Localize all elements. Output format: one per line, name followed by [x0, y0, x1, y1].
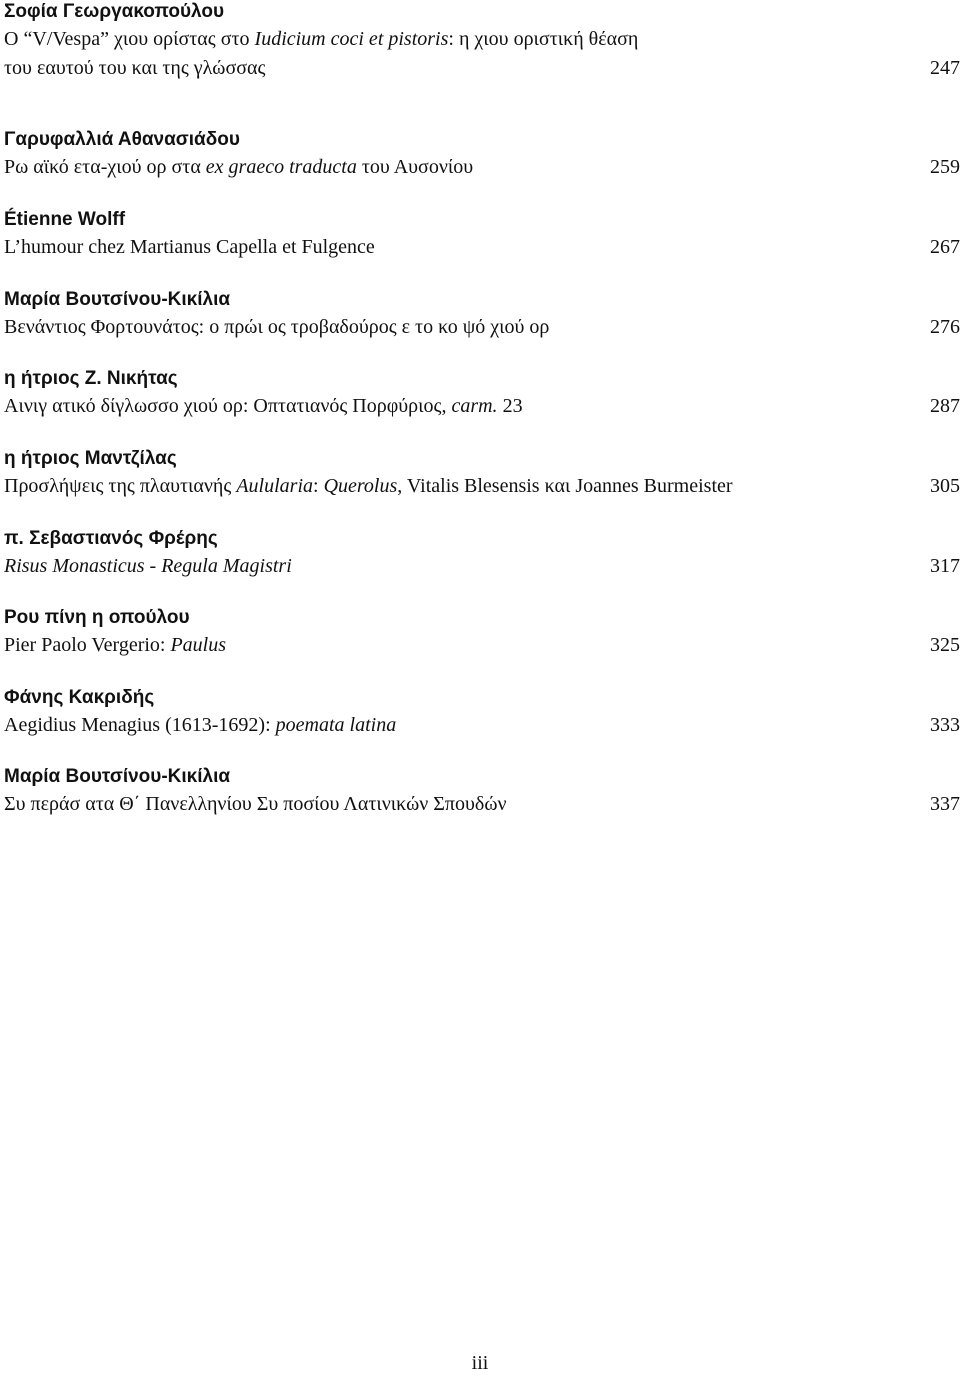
title-segment: : η χιου οριστική θέαση: [448, 28, 639, 50]
toc-entry-title-line: [4, 553, 960, 582]
toc-entry-title: [4, 314, 549, 340]
title-italic-segment: Aulularia: [236, 475, 313, 497]
toc-entry-author: Μαρία Βουτσίνου-Κικίλια: [4, 289, 231, 310]
title-segment: του Αυσονίου: [356, 156, 474, 178]
title-segment: :: [313, 475, 324, 497]
toc-entry-title-line: [4, 791, 960, 820]
title-segment: Ρω αϊκό ετα-χιού ορ στα: [4, 156, 206, 178]
toc-entry-author: Μαρία Βουτσίνου-Κικίλια: [4, 766, 231, 787]
toc-entry: [4, 288, 960, 343]
toc-entry-title: [4, 553, 292, 579]
toc-entry-title: [4, 154, 473, 180]
toc-entry-author: η ήτριος Μαντζίλας: [4, 448, 177, 469]
toc-entry-page-number: 333: [930, 714, 960, 736]
toc-entry-title: [4, 393, 523, 419]
toc-entry: [4, 447, 960, 502]
toc-entry-page-number: 337: [930, 793, 960, 815]
title-segment: , Vitalis Blesensis και Joannes Burmeister: [397, 475, 733, 497]
title-italic-segment: poemata latina: [275, 714, 397, 736]
toc-entry-page-number: 325: [930, 634, 960, 656]
toc-entry: [4, 0, 960, 84]
toc-entry: [4, 606, 960, 661]
toc-entry-title-line: [4, 314, 960, 343]
toc-entry-page-number: 247: [930, 57, 960, 79]
toc-entry-author: Ρου πίνη η οπούλου: [4, 607, 190, 628]
toc-entry-page-number: 276: [930, 316, 960, 338]
toc-entry-title-line: [4, 234, 960, 263]
toc-entry-author: η ήτριος Ζ. Νικήτας: [4, 368, 178, 389]
toc-entry-title: [4, 632, 226, 658]
toc-entry-author: Σοφία Γεωργακοπούλου: [4, 1, 225, 22]
toc-entry-page-number: 287: [930, 395, 960, 417]
toc-entry-page-number: 267: [930, 236, 960, 258]
toc-entry: [4, 527, 960, 582]
toc-entry-title: [4, 234, 375, 260]
title-italic-segment: Paulus: [170, 634, 227, 656]
toc-entry-title: [4, 791, 507, 817]
title-italic-segment: Risus Monasticus - Regula Magistri: [4, 555, 292, 577]
title-segment: Συ περάσ ατα Θ΄ Πανελληνίου Συ ποσίου Λατινικών Σπουδών: [4, 793, 507, 815]
toc-entry-title: [4, 55, 265, 81]
title-segment: του εαυτού του και της γλώσσας: [4, 57, 266, 79]
toc-entry-author: Φάνης Κακριδής: [4, 687, 155, 708]
toc-entry: [4, 367, 960, 422]
toc-entry-title-line: [4, 712, 960, 741]
toc-entry-title-line: [4, 26, 960, 55]
title-segment: O “V/Vespa” χιου ορίστας στο: [4, 28, 255, 50]
toc-entry: [4, 208, 960, 263]
toc-entry-page-number: 259: [930, 156, 960, 178]
title-segment: 23: [497, 395, 523, 417]
page-number-footer: iii: [471, 1352, 489, 1374]
toc-entry: [4, 686, 960, 741]
toc-entry: [4, 765, 960, 820]
title-italic-segment: Iudicium coci et pistoris: [254, 28, 449, 50]
toc-entry-author: Étienne Wolff: [4, 209, 126, 230]
toc-entry-title-line: [4, 55, 960, 84]
title-italic-segment: ex graeco traducta: [205, 156, 357, 178]
toc-entry-title: [4, 473, 733, 499]
title-segment: L’humour chez Martianus Capella et Fulgence: [4, 236, 375, 258]
toc-entry-title-line: [4, 632, 960, 661]
toc-entry-page-number: 317: [930, 555, 960, 577]
toc-entry-title-line: [4, 154, 960, 183]
toc-entry-title: [4, 712, 396, 738]
title-italic-segment: carm.: [451, 395, 498, 417]
title-segment: Προσλήψεις της πλαυτιανής: [4, 475, 237, 497]
title-italic-segment: Querolus: [323, 475, 398, 497]
toc-entry-title-line: [4, 473, 960, 502]
toc-entry-page-number: 305: [930, 475, 960, 497]
title-segment: Αινιγ ατικό δίγλωσσο χιού ορ: Οπτατιανός Πορφύριος,: [4, 395, 452, 417]
toc-entry: [4, 128, 960, 183]
toc-entry-title: [4, 26, 638, 52]
toc-entry-title-line: [4, 393, 960, 422]
title-segment: Βενάντιος Φορτουνάτος: ο πρώι ος τροβαδούρος ε το κο ψό χιού ορ: [4, 316, 550, 338]
toc-entry-author: Γαρυφαλλιά Αθανασιάδου: [4, 129, 240, 150]
toc-entry-author: π. Σεβαστιανός Φρέρης: [4, 528, 218, 549]
title-segment: Pier Paolo Vergerio:: [4, 634, 171, 656]
title-segment: Aegidius Menagius (1613-1692):: [4, 714, 276, 736]
